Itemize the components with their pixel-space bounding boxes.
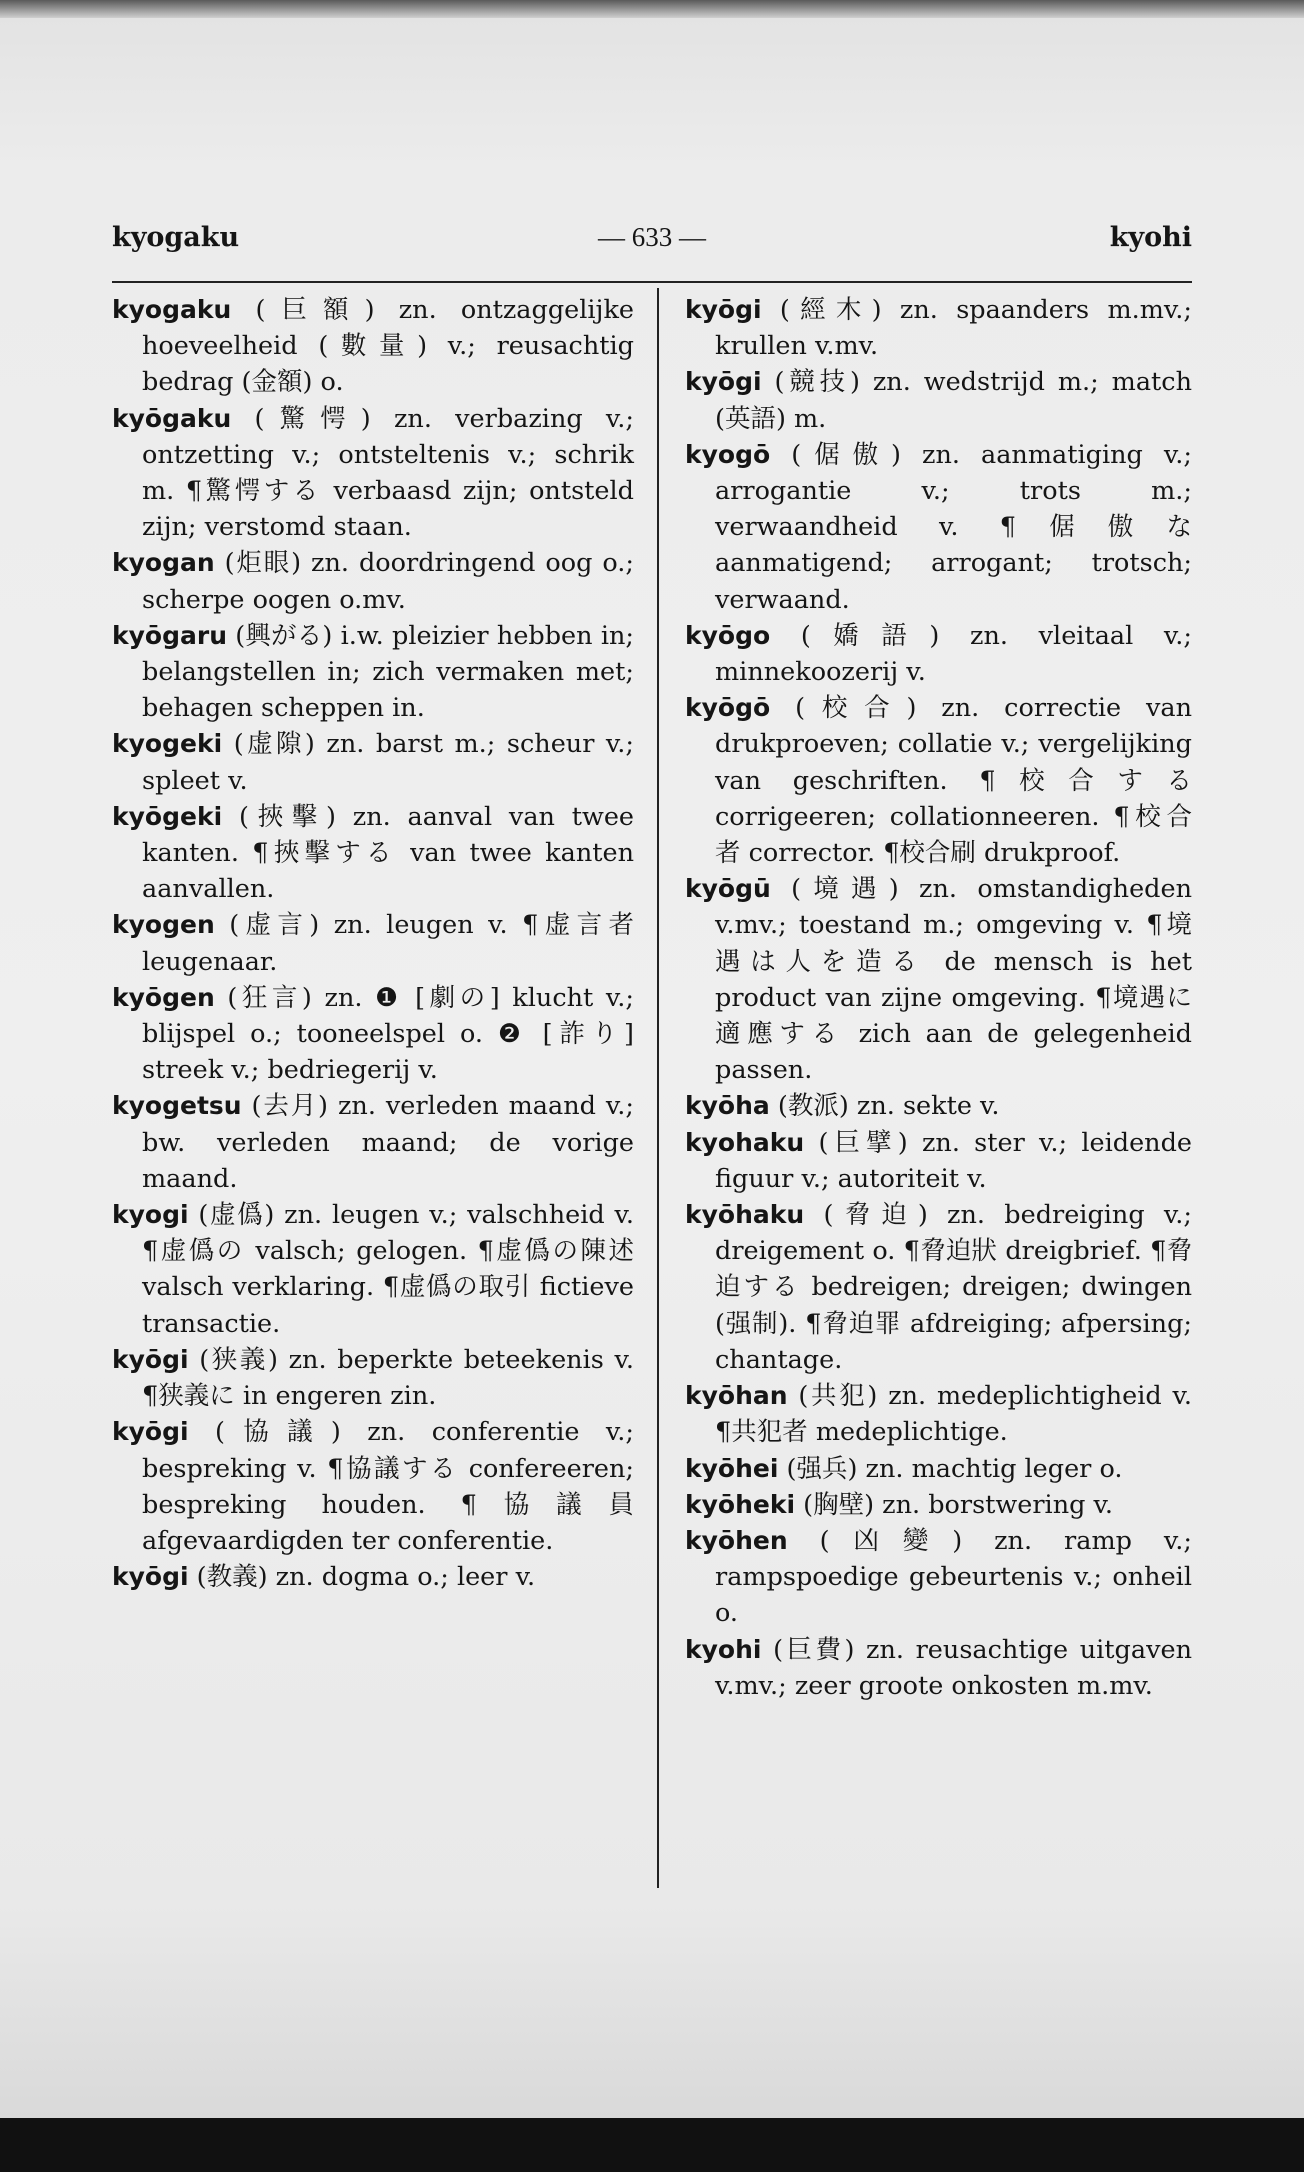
dictionary-entry <box>112 1414 634 1559</box>
entry-definition: (巨擘) zn. ster v.; leidende figuur v.; autoriteit v. <box>715 1127 1192 1194</box>
dictionary-entry <box>112 618 634 727</box>
dictionary-entry <box>112 726 634 798</box>
entry-headword: kyōgo <box>685 620 771 650</box>
entry-headword: kyōgi <box>112 1344 189 1374</box>
right-column <box>685 292 1192 1704</box>
entry-definition: (强兵) zn. machtig leger o. <box>786 1453 1123 1484</box>
entry-definition: (興がる) i.w. pleizier hebben in; belangstellen in; zich vermaken met; behagen scheppen in. <box>142 620 635 724</box>
dictionary-entry <box>112 1197 634 1342</box>
dictionary-entry <box>112 545 634 617</box>
entry-headword: kyōgi <box>685 367 762 397</box>
entry-definition: (嬌語) zn. vleitaal v.; minnekoozerij v. <box>715 620 1192 688</box>
entry-definition: (校合) zn. correctie van drukproeven; collatie v.; vergelijking van geschriften. ¶校合する corrigeeren; collationneeren. ¶校合者 corrector. ¶校合刷 drukproof. <box>715 693 1193 869</box>
entry-headword: kyohi <box>685 1634 762 1664</box>
entry-definition: (經木) zn. spaanders m.mv.; krullen v.mv. <box>715 295 1193 362</box>
entry-definition: (協議) zn. conferentie v.; bespreking v. ¶協議する confereeren; bespreking houden. ¶協議員 afgevaardigden ter conferentie. <box>142 1417 634 1556</box>
entry-headword: kyōgi <box>685 295 762 324</box>
entry-definition: (炬眼) zn. doordringend oog o.; scherpe oogen o.mv. <box>142 548 634 615</box>
dictionary-entry <box>685 690 1192 871</box>
dictionary-entry <box>685 1088 1192 1124</box>
entry-headword: kyogaku <box>112 295 232 324</box>
entry-definition: (競技) zn. wedstrijd m.; match (英語) m. <box>715 367 1192 434</box>
page-top-shadow <box>0 0 1304 18</box>
dictionary-entry <box>685 437 1192 618</box>
entry-definition: (教派) zn. sekte v. <box>777 1091 1000 1122</box>
entry-headword: kyōhen <box>685 1525 788 1555</box>
dictionary-entry <box>112 907 634 979</box>
entry-headword: kyōgen <box>112 982 215 1012</box>
entry-definition: (共犯) zn. medeplichtigheid v. ¶共犯者 medeplichtige. <box>715 1381 1192 1448</box>
entry-definition: (脅迫) zn. bedreiging v.; dreigement o. ¶脅迫狀 dreigbrief. ¶脅迫する bedreigen; dreigen; dwingen (强制). ¶脅迫罪 afdreiging; afpersing; chantage. <box>715 1200 1193 1375</box>
entry-definition: (虚隙) zn. barst m.; scheur v.; spleet v. <box>142 729 635 796</box>
scan-bottom-edge <box>0 2118 1304 2172</box>
column-divider <box>657 288 659 1888</box>
dictionary-entry <box>685 1632 1192 1704</box>
dictionary-entry <box>112 799 634 908</box>
entry-headword: kyōgi <box>112 1562 189 1592</box>
entry-definition: (虚言) zn. leugen v. ¶虚言者 leugenaar. <box>142 910 634 977</box>
running-head-right: kyohi <box>1109 222 1192 253</box>
entry-headword: kyōhei <box>685 1453 779 1483</box>
entry-definition: (境遇) zn. omstandigheden v.mv.; toestand m.; omgeving v. ¶境遇は人を造る de mensch is het product van zijne omgeving. ¶境遇に適應する zich aan de gelegenheid passen. <box>715 874 1193 1086</box>
dictionary-entry <box>685 1125 1192 1197</box>
dictionary-entry <box>112 1088 634 1197</box>
dictionary-entry <box>685 1378 1192 1450</box>
dictionary-entry <box>112 980 634 1089</box>
entry-definition: (虚僞) zn. leugen v.; valschheid v. ¶虚僞の valsch; gelogen. ¶虚僞の陳述 valsch verklaring. ¶虚僞の取引 fictieve transactie. <box>142 1200 634 1339</box>
dictionary-entry <box>685 1451 1192 1487</box>
dictionary-entry <box>685 292 1192 364</box>
entry-headword: kyōheki <box>685 1489 796 1519</box>
running-head-left: kyogaku <box>112 222 240 253</box>
dictionary-entry <box>112 1559 634 1595</box>
entry-headword: kyōgaku <box>112 403 232 433</box>
dictionary-entry <box>685 364 1192 436</box>
entry-headword: kyogō <box>685 439 771 469</box>
entry-definition: (狭義) zn. beperkte beteekenis v. ¶狭義に in engeren zin. <box>142 1344 634 1412</box>
entry-definition: (巨費) zn. reusachtige uitgaven v.mv.; zeer groote onkosten m.mv. <box>715 1634 1193 1701</box>
entry-headword: kyogen <box>112 910 215 940</box>
dictionary-entry <box>685 871 1192 1088</box>
dictionary-entry <box>685 1487 1192 1523</box>
entry-headword: kyōgō <box>685 693 771 723</box>
entry-definition: (狂言) zn. ❶ [劇の] klucht v.; blijspel o.; tooneelspel o. ❷ [詐り] streek v.; bedriegerij v. <box>142 982 634 1086</box>
entry-headword: kyogetsu <box>112 1091 242 1121</box>
page-header <box>112 222 1192 262</box>
entry-definition: (倨傲) zn. aanmatiging v.; arrogantie v.; trots m.; verwaandheid v. ¶倨傲な aanmatigend; arrogant; trotsch; verwaand. <box>715 439 1192 615</box>
entry-definition: (凶變) zn. ramp v.; rampspoedige gebeurtenis v.; onheil o. <box>715 1525 1193 1629</box>
entry-definition: (挾擊) zn. aanval van twee kanten. ¶挾擊する van twee kanten aanvallen. <box>142 801 635 905</box>
dictionary-entry <box>685 1197 1192 1378</box>
entry-headword: kyōgū <box>685 874 771 904</box>
entry-headword: kyōhan <box>685 1381 788 1411</box>
entry-headword: kyōha <box>685 1091 770 1121</box>
entry-headword: kyogan <box>112 548 215 578</box>
entry-headword: kyogi <box>112 1200 189 1230</box>
entry-headword: kyōgaru <box>112 620 227 650</box>
dictionary-entry <box>112 292 634 401</box>
entry-headword: kyohaku <box>685 1127 805 1157</box>
entry-headword: kyōgi <box>112 1417 189 1447</box>
dictionary-entry <box>112 401 634 546</box>
dictionary-entry <box>685 1523 1192 1632</box>
entry-headword: kyogeki <box>112 729 223 759</box>
entry-definition: (胸壁) zn. borstwering v. <box>803 1489 1114 1520</box>
header-rule <box>112 281 1192 283</box>
entry-definition: (教義) zn. dogma o.; leer v. <box>196 1562 536 1593</box>
entry-headword: kyōhaku <box>685 1200 805 1230</box>
dictionary-entry <box>112 1342 634 1414</box>
left-column <box>112 292 634 1595</box>
entry-definition: (巨額) zn. ontzaggelijke hoeveelheid (數量) v.; reusachtig bedrag (金額) o. <box>142 295 634 398</box>
entry-definition: (去月) zn. verleden maand v.; bw. verleden maand; de vorige maand. <box>142 1091 634 1194</box>
entry-headword: kyōgeki <box>112 801 223 831</box>
page-number: — 633 — <box>598 222 706 252</box>
entry-definition: (驚愕) zn. verbazing v.; ontzetting v.; ontsteltenis v.; schrik m. ¶驚愕する verbaasd zijn; ontsteld zijn; verstomd staan. <box>142 403 634 543</box>
dictionary-entry <box>685 618 1192 690</box>
